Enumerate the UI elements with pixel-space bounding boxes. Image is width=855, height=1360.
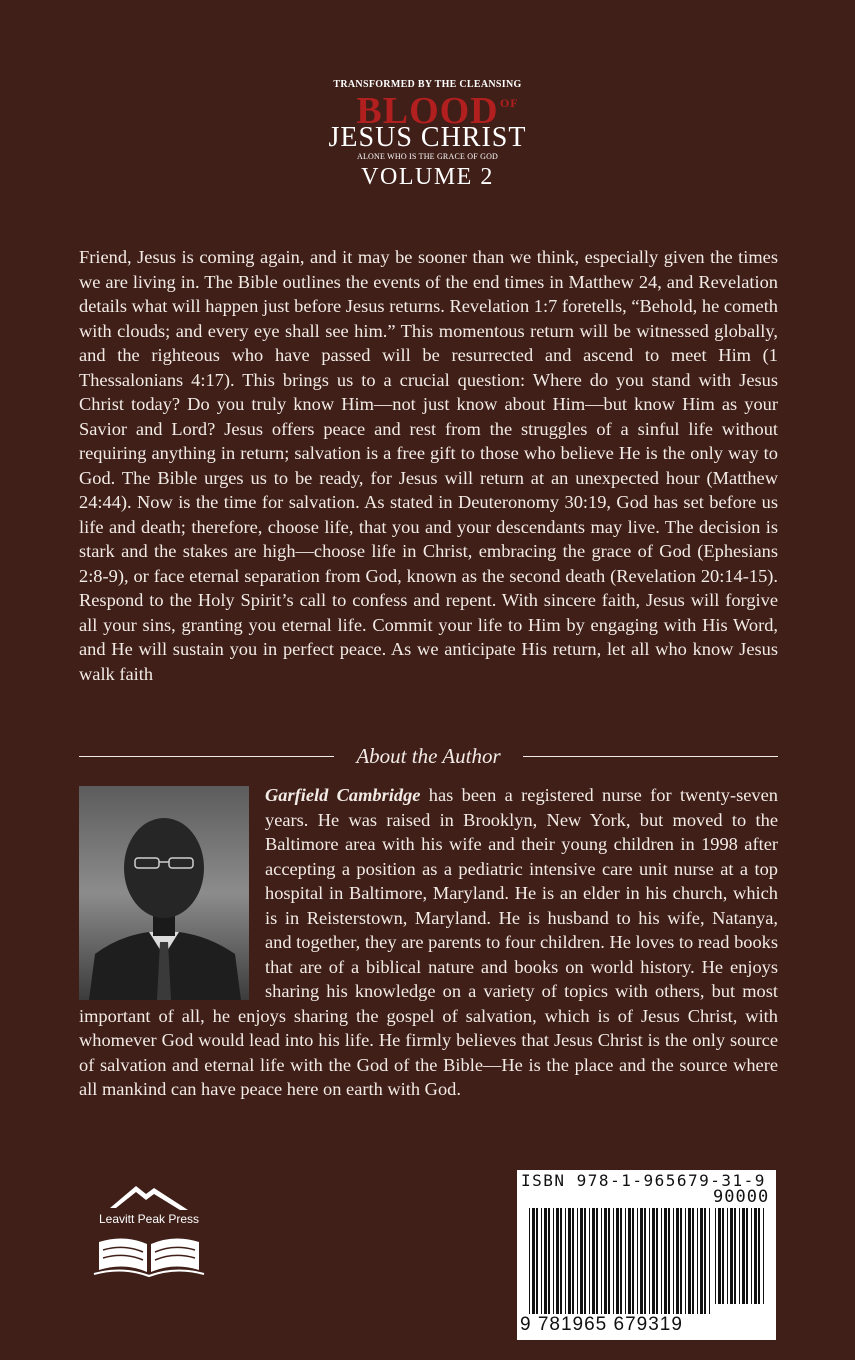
title-top-line: TRANSFORMED BY THE CLEANSING [333, 79, 522, 90]
about-heading: About the Author [356, 744, 501, 768]
author-name: Garfield Cambridge [265, 785, 421, 805]
photo-spacer [79, 783, 265, 1001]
cover-title [0, 80, 855, 189]
author-bio-text: has been a registered nurse for twenty-seven years. He was raised in Brooklyn, New York, but moved to the Baltimore area with his wife and their young children in 1998 after accepting a position as a pediatric intensive care unit nurse at a top hospital in Baltimore, Maryland. He is an elder in his church, which is in Reisterstown, Maryland. He is husband to his wife, Natanya, and together, they are parents to four children. He loves to read books that are of a biblical nature and books on world history. He enjoys sharing his knowledge on a variety of topics with others, but most important of all, he enjoys sharing the gospel of salvation, which is of Jesus Christ, with whomever God would lead into his life. He firmly believes that Jesus Christ is the only source of salvation and eternal life with the God of the Bible—He is the place and the source where all mankind can have peace here on earth with God. [79, 785, 779, 1099]
cover-blurb: Friend, Jesus is coming again, and it may be sooner than we think, especially given the times we are living in. The Bible outlines the events of the end times in Matthew 24, and Revelation details what will happen just before Jesus returns. Revelation 1:7 foretells, “Behold, he cometh with clouds; and every eye shall see him.” This momentous return will be witnessed globally, and the righteous who have passed will be resurrected and ascend to meet Him (1 Thessalonians 4:17). This brings us to a crucial question: Where do you stand with Jesus Christ today? Do you truly know Him—not just know about Him—but know Him as your Savior and Lord? Jesus offers peace and rest from the struggles of a sinful life without requiring anything in return; salvation is a free gift to those who believe He is the only way to God. The Bible urges us to be ready, for Jesus will return at an unexpected hour (Matthew 24:44). Now is the time for salvation. As stated in Deuteronomy 30:19, God has set before us life and death; therefore, choose life, that you and your descendants may live. The decision is stark and the stakes are high—choose life in Christ, embracing the grace of God (Ephesians 2:8-9), or face eternal separation from God, known as the second death (Revelation 20:14-15). Respond to the Holy Spirit’s call to confess and repent. With sincere faith, Jesus will forgive all your sins, granting you eternal life. Commit your life to Him by engaging with His Word, and He will sustain you in perfect peace. As we anticipate His return, let all who know Jesus walk faith [79, 247, 778, 684]
publisher-logo-icon [84, 1180, 214, 1278]
title-blood [356, 90, 519, 132]
isbn-barcode [517, 1170, 776, 1340]
title-subtitle: ALONE WHO IS THE GRACE OF GOD [356, 152, 499, 161]
publisher-name: Leavitt Peak Press [98, 1212, 200, 1226]
volume-label: VOLUME 2 [361, 164, 494, 190]
isbn-label: ISBN 978-1-965679-31-9 [521, 1171, 766, 1190]
title-of: OF [499, 96, 519, 110]
divider-right [523, 756, 778, 757]
title-jesus-christ: JESUS CHRIST [328, 122, 527, 153]
price-barcode-bars-icon [715, 1208, 767, 1304]
title-blood-word: BLOOD [356, 90, 499, 132]
barcode-bars-icon [529, 1208, 711, 1314]
barcode-digits: 9 781965 679319 [520, 1314, 683, 1335]
about-heading-rule [79, 744, 778, 768]
price-code: 90000 [713, 1187, 770, 1207]
author-bio [79, 783, 778, 1102]
